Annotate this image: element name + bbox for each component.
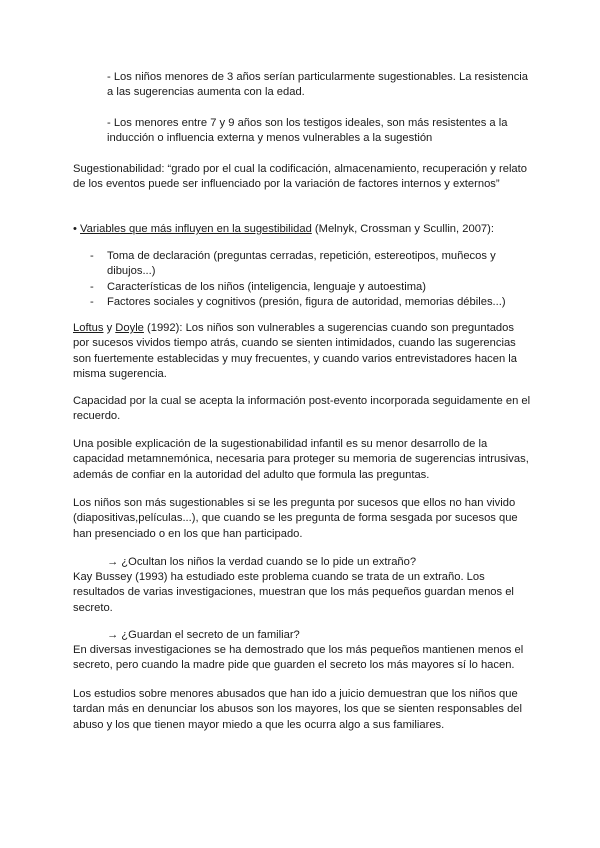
bullet: • [73,223,77,235]
list-item [73,280,531,295]
author-doyle: Doyle [115,322,144,334]
definition-paragraph: Sugestionabilidad: “grado por el cual la codificación, almacenamiento, recuperación y relato de los eventos puede ser influenciado por la variación de factores internos y externos” [73,163,527,191]
dash-marker: - [90,250,94,262]
variables-citation: (Melnyk, Crossman y Scullin, 2007): [311,223,494,235]
variables-heading-text: Variables que más influyen en la sugestibilidad [80,223,312,235]
list-item [73,249,531,280]
sucesos-paragraph: Los niños son más sugestionables si se les pregunta por sucesos que ellos no han vivido (diapositivas,películas...), que cuando se les pregunta de forma sesgada por sucesos que han presenciado o en los que han participado. [73,497,518,540]
list-item-text: Factores sociales y cognitivos (presión, figura de autoridad, memorias débiles...) [107,296,506,309]
item-menores-7-9: - Los menores entre 7 y 9 años son los testigos ideales, son más resistentes a la inducción o influencia externa y menos vulnerables a la sugestión [107,117,508,145]
abusados-paragraph: Los estudios sobre menores abusados que han ido a juicio demuestran que los niños que tardan más en denunciar los abusos son los mayores, los que se sienten responsables del abuso y los que tienen mayor miedo a que les ocurra algo a sus familiares. [73,688,523,731]
explicacion-paragraph: Una posible explicación de la sugestionabilidad infantil es su menor desarrollo de la capacidad metamnemónica, necesaria para proteger su memoria de sugerencias intrusivas, además de confiar en la autoridad del adulto que formula las preguntas. [73,438,529,481]
question-familiar: → ¿Guardan el secreto de un familiar? [107,629,300,641]
loftus-text: (1992): Los niños son vulnerables a sugerencias cuando son preguntados por sucesos vividos tiempo atrás, cuando se sienten intimidados, cuando las sugerencias son fuertemente establecidas y muy frecuentes, y cuando varios entrevistadores hacen la misma sugerencia. [73,322,518,381]
conjunction: y [103,322,116,334]
variables-list [73,249,531,311]
variables-heading [73,222,531,237]
author-loftus: Loftus [73,322,104,334]
question-extrano: → ¿Ocultan los niños la verdad cuando se lo pide un extraño? [107,556,417,568]
loftus-paragraph [73,321,531,383]
item-menores-3: - Los niños menores de 3 años serían particularmente sugestionables. La resistencia a las sugerencias aumenta con la edad. [107,71,529,99]
list-item-text: Características de los niños (inteligencia, lenguaje y autoestima) [107,280,427,293]
dash-marker: - [90,280,94,293]
capacidad-paragraph: Capacidad por la cual se acepta la información post-evento incorporada seguidamente en el recuerdo. [73,395,531,423]
dash-marker: - [90,296,94,309]
list-item [73,295,531,310]
familiar-paragraph: En diversas investigaciones se ha demostrado que los más pequeños mantienen menos el secreto, pero cuando la madre pide que guarden el secreto los más mayores sí lo hacen. [73,644,524,672]
list-item-text: Toma de declaración (preguntas cerradas, repetición, estereotipos, muñecos y dibujos...) [107,250,496,278]
bussey-paragraph: Kay Bussey (1993) ha estudiado este problema cuando se trata de un extraño. Los resultados de varias investigaciones, muestran que los más pequeños guardan menos el secreto. [73,571,514,614]
